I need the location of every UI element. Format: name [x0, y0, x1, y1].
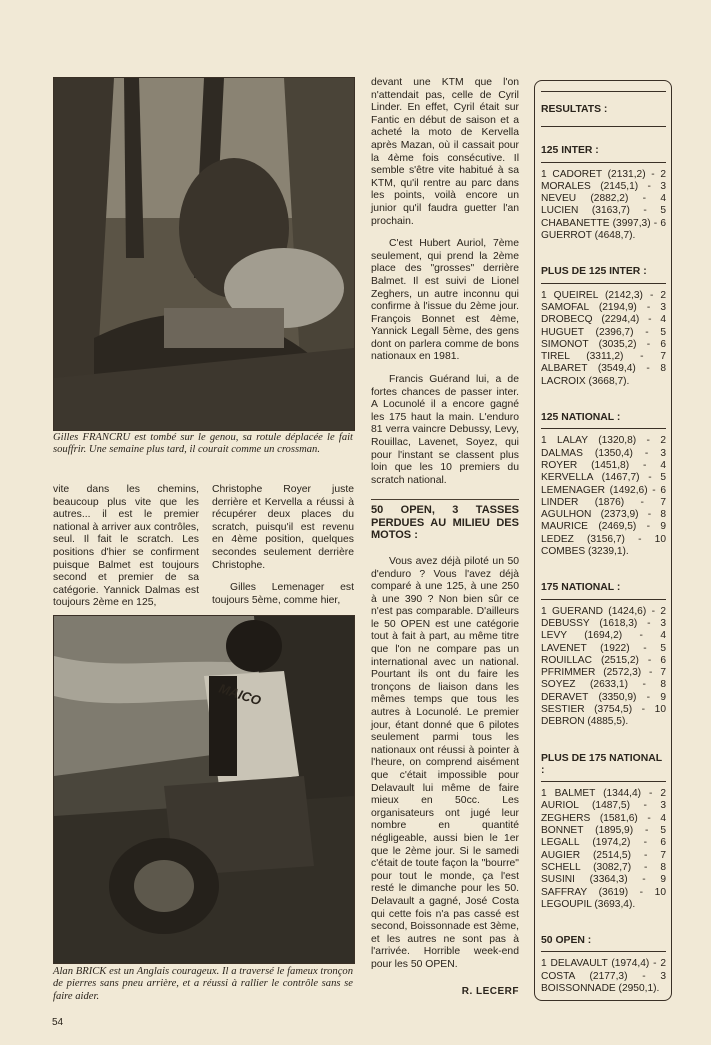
photo-caption-francru: Gilles FRANCRU est tombé sur le genou, sa rotule déplacée le fait souffrir. Une semaine plus tard, il courait comme un crossman.: [53, 432, 353, 456]
photo-rider-brick: [53, 615, 355, 964]
article-column-left: [53, 484, 199, 620]
results-category-list: 1 LALAY (1320,8) - 2 DALMAS (1350,4) - 3 ROYER (1451,8) - 4 KERVELLA (1467,7) - 5 LEMENAGER (1492,6) - 6 LINDER (1876) - 7 AGULHON (2373,9) - 8 MAURICE (2469,5) - 9 LEDEZ (3156,7) - 10 COMBES (3239,1).: [541, 435, 666, 558]
article-paragraph: vite dans les chemins, beaucoup plus vite que les autres... il est le premier national à arriver aux contrôles, seul. Il fait le scratch. Les positions d'hier se confirment puisque Balmet est toujours second et premier de sa catégorie. Yannick Dalmas est toujours 2ème en 125,: [53, 484, 199, 609]
results-title: RESULTATS :: [541, 91, 666, 127]
article-signature: R. LECERF: [461, 985, 519, 997]
article-paragraph: devant une KTM que l'on n'attendait pas, celle de Cyril Linder. En effet, Cyril était sur Fantic en début de saison et a acheté la moto de Kervella après Mazan, où il cassait pour la 4ème fois consécutive. Il semble s'être vite habitué à sa KTM, qu'il rentre au parc dans les points, voilà encore un junior qu'il faudra guetter l'an prochain.: [371, 77, 519, 227]
page-number: 54: [52, 1017, 64, 1028]
results-category-title: 50 OPEN :: [541, 935, 666, 952]
article-paragraph: Gilles Lemenager est toujours 5ème, comme hier,: [212, 582, 354, 606]
article-column-middle: [212, 484, 354, 617]
results-category-list: 1 BALMET (1344,4) - 2 AURIOL (1487,5) - 3 ZEGHERS (1581,6) - 4 BONNET (1895,9) - 5 LEGALL (1974,2) - 6 AUGIER (2514,5) - 7 SCHELL (3082,7) - 8 SUSINI (3364,3) - 9 SAFFRAY (3619) - 10 LEGOUPIL (3693,4).: [541, 788, 666, 910]
photo-caption-brick: Alan BRICK est un Anglais courageux. Il a traversé le fameux tronçon de pierres sans pneu arrière, et a réussi à rallier le contrôle sans se faire aider.: [53, 966, 353, 1002]
results-category-title: PLUS DE 125 INTER :: [541, 266, 666, 283]
results-box: [534, 80, 672, 1001]
photo-rider-francru: [53, 77, 355, 431]
results-category-title: 125 NATIONAL :: [541, 412, 666, 429]
results-category-list: 1 CADORET (2131,2) - 2 MORALES (2145,1) - 3 NEVEU (2882,2) - 4 LUCIEN (3163,7) - 5 CHABANETTE (3997,3) - 6 GUERROT (4648,7).: [541, 168, 666, 242]
results-category-list: 1 DELAVAULT (1974,4) - 2 COSTA (2177,3) - 3 BOISSONNADE (2950,1).: [541, 958, 666, 995]
article-paragraph: Francis Guérand lui, a de fortes chances de passer inter. A Locunolé il a encore gagné les 175 haut la main. L'enduro 81 verra vaincre Debussy, Levy, Rouillac, Lavenet, Soyez, qui pour l'instant se classent plus loin que les 10 premiers du scratch national.: [371, 374, 519, 486]
article-subheading: 50 OPEN, 3 TASSES PERDUES AU MILIEU DES MOTOS :: [371, 499, 519, 542]
results-category-title: 175 NATIONAL :: [541, 582, 666, 599]
results-category-title: 125 INTER :: [541, 145, 666, 162]
jersey-lettering: MAICO: [217, 680, 263, 709]
article-paragraph: C'est Hubert Auriol, 7ème seulement, qui prend la 2ème place des "grosses" derrière Balmet. Il est suivi de Lionel Zeghers, un autre inconnu qui confirme à l'issue du 2ème jour. François Bonnet est 4ème, Yannick Legall 5ème, des gens dont on parlera comme de bons nationaux en 1981.: [371, 238, 519, 363]
article-column-right: [371, 77, 519, 998]
results-category-title: PLUS DE 175 NATIONAL :: [541, 753, 666, 783]
article-paragraph: Christophe Royer juste derrière et Kervella a réussi à récupérer deux places du scratch, puisqu'il est revenu en 4ème position, quelques secondes seulement derrière Christophe.: [212, 484, 354, 571]
results-category-list: 1 GUERAND (1424,6) - 2 DEBUSSY (1618,3) - 3 LEVY (1694,2) - 4 LAVENET (1922) - 5 ROUILLAC (2515,2) - 6 PFRIMMER (2572,3) - 7 SOYEZ (2633,1) - 8 DERAVET (3350,9) - 9 SESTIER (3754,5) - 10 DEBRON (4885,5).: [541, 605, 666, 728]
results-category-list: 1 QUEIREL (2142,3) - 2 SAMOFAL (2194,9) - 3 DROBECQ (2294,4) - 4 HUGUET (2396,7) - 5 SIMONOT (3035,2) - 6 TIREL (3311,2) - 7 ALBARET (3549,4) - 8 LACROIX (3668,7).: [541, 289, 666, 387]
article-paragraph: Vous avez déjà piloté un 50 d'enduro ? Vous l'avez déjà comparé à une 125, à une 250 à une 390 ? Non bien sûr ce n'est pas comparable. D'ailleurs le 50 OPEN est une catégorie tout à fait à part, au même titre que l'on ne compare pas un international avec un national. Pourtant ils ont du faire les tronçons de liaison dans les mêmes temps que tous les autres à Locunolé. Le premier jour, étant donné que 6 pilotes seulement parmi tous les nationaux ont réussi à pointer à l'heure, on comprend aisément que c'était impossible pour Delavault lui même de faire mieux en 50cc. Les organisateurs ont jugé leur nombre en quantité négligeable, aussi bien le 1er que le 2ème jour. Si le samedi c'était de toute façon la "bourre" pour tout le monde, ça l'est resté le dimanche pour les 50. Delavault a gagné, José Costa qui cette fois n'a pas cassé est second, Boissonnade est 3ème, et les autres ne sont pas à l'arrivée. Horrible week-end pour les 50 OPEN.: [371, 555, 519, 970]
